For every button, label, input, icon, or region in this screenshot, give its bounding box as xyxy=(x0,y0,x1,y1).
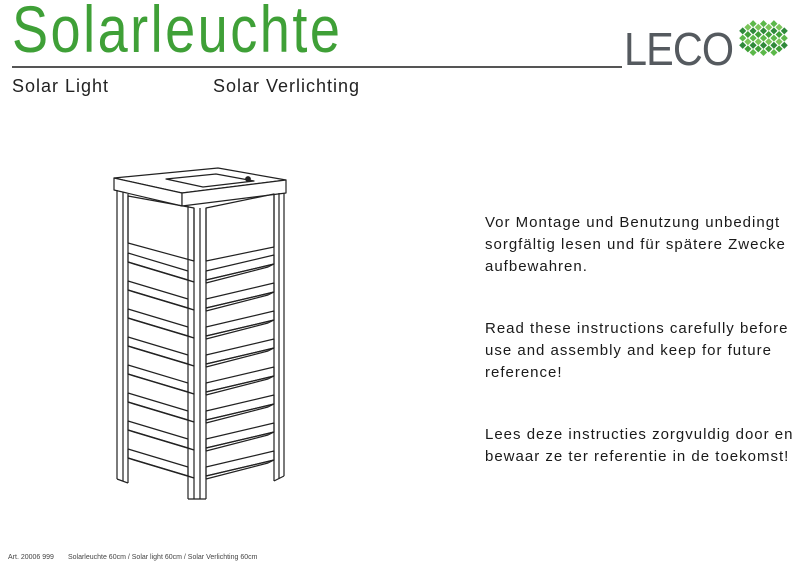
instructions-dutch: Lees deze instructies zorgvuldig door en bewaar ze ter referentie in de toekomst! xyxy=(485,426,794,465)
title-underline xyxy=(12,66,622,68)
instructions-german: Vor Montage und Benutzung unbedingt sorgfältig lesen und für spätere Zwecke aufbewahren. xyxy=(485,214,786,275)
document-title: Solarleuchte xyxy=(12,0,343,66)
article-number: Art. 20006 999 xyxy=(8,554,54,561)
solar-light-illustration xyxy=(108,163,290,503)
footer xyxy=(8,554,257,561)
brand-mosaic-icon xyxy=(722,6,800,68)
instructions-english: Read these instructions carefully before use and assembly and keep for future reference! xyxy=(485,320,789,381)
subtitle-english: Solar Light xyxy=(12,76,110,96)
subtitle-dutch: Solar Verlichting xyxy=(213,76,361,96)
brand-name: LECO xyxy=(624,23,734,75)
brand-logo xyxy=(624,6,800,75)
article-description: Solarleuchte 60cm / Solar light 60cm / Solar Verlichting 60cm xyxy=(67,554,258,561)
